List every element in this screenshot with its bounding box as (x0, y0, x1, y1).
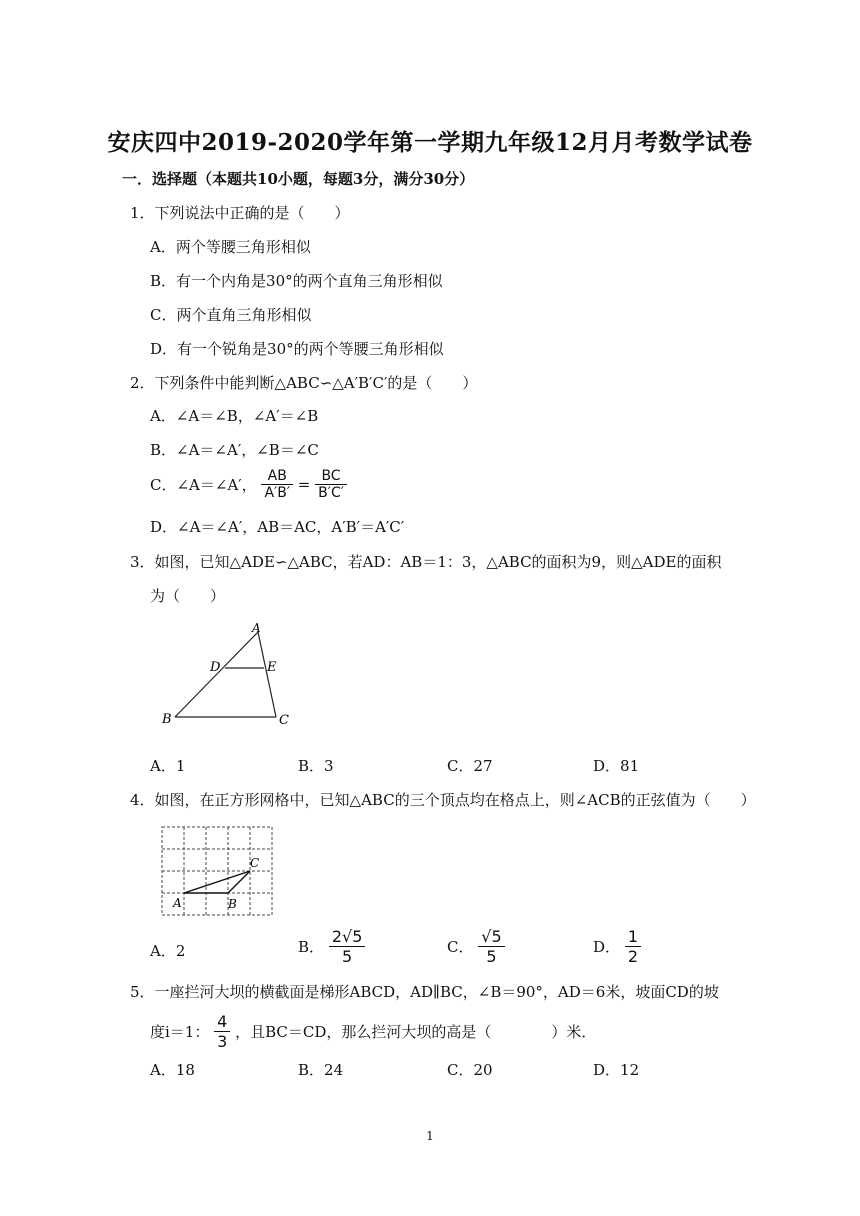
question-4-option-d (593, 927, 641, 966)
question-4-option-a: A．2 (150, 942, 186, 960)
fraction-denominator: B′C′ (318, 485, 344, 501)
question-5-option-d: D．12 (593, 1061, 640, 1079)
label-e: E (267, 660, 277, 675)
fraction-numerator: AB (261, 468, 293, 485)
question-1-option-d: D．有一个锐角是30°的两个等腰三角形相似 (150, 340, 444, 358)
question-5-option-c: C．20 (447, 1061, 493, 1079)
question-4-stem: 4．如图，在正方形网格中，已知△ABC的三个顶点均在格点上，则∠ACB的正弦值为（ ） (130, 791, 756, 809)
equals-sign: = (297, 475, 311, 494)
label-b: B (228, 897, 237, 911)
question-3-option-a: A．1 (150, 757, 186, 775)
question-2-option-a: A．∠A＝∠B，∠A′＝∠B (150, 407, 319, 425)
triangle-ade-abc-figure (155, 618, 305, 733)
option-letter: C． (447, 938, 474, 956)
question-2-option-b: B．∠A＝∠A′，∠B＝∠C (150, 441, 319, 459)
fraction-numerator: 2√5 (329, 927, 366, 947)
question-1-option-b: B．有一个内角是30°的两个直角三角形相似 (150, 272, 443, 290)
question-2-option-d: D．∠A＝∠A′，AB＝AC，A′B′＝A′C′ (150, 518, 405, 536)
slope-suffix: ，且BC＝CD，那么拦河大坝的高是（ ）米． (235, 1023, 597, 1041)
label-a: A (252, 621, 261, 635)
question-5-option-a: A．18 (150, 1061, 195, 1079)
question-2-option-c-prefix: C．∠A＝∠A′， (150, 476, 257, 494)
label-c: C (279, 713, 289, 728)
fraction-numerator: 1 (625, 927, 641, 947)
question-3-stem-line1: 3．如图，已知△ADE∽△ABC，若AD：AB＝1：3，△ABC的面积为9，则△ADE的面积 (130, 553, 722, 571)
fraction-numerator: √5 (478, 927, 504, 947)
question-5-option-b: B．24 (298, 1061, 344, 1079)
page-number: 1 (426, 1129, 434, 1143)
fraction-denominator: 3 (217, 1032, 228, 1051)
fraction-bc-over-b-prime-c-prime (315, 468, 347, 501)
question-2-stem: 2．下列条件中能判断△ABC∽△A′B′C′的是（ ） (130, 374, 478, 392)
question-2-option-c (150, 468, 347, 501)
fraction-numerator: 4 (214, 1012, 230, 1032)
fraction-denominator: 5 (486, 947, 497, 966)
square-grid-figure (158, 822, 278, 920)
fraction-root5-over-5 (478, 927, 504, 966)
question-1-option-a: A．两个等腰三角形相似 (150, 238, 311, 256)
question-3-option-d: D．81 (593, 757, 640, 775)
question-4-option-c (447, 927, 505, 966)
option-letter: D． (593, 938, 621, 956)
question-5-stem-line1: 5．一座拦河大坝的横截面是梯形ABCD，AD∥BC，∠B＝90°，AD＝6米，坡面CD的坡 (130, 983, 719, 1001)
question-1-stem: 1．下列说法中正确的是（ ） (130, 204, 350, 222)
slope-prefix: 度i＝1： (150, 1023, 210, 1041)
fraction-denominator: 2 (627, 947, 638, 966)
label-c: C (250, 856, 260, 870)
fraction-ab-over-a-prime-b-prime (261, 468, 293, 501)
label-d: D (210, 660, 221, 675)
label-b: B (162, 712, 172, 727)
question-5-stem-line2 (150, 1012, 596, 1051)
fraction-denominator: A′B′ (264, 485, 291, 501)
fraction-2-root5-over-5 (329, 927, 366, 966)
question-3-option-b: B．3 (298, 757, 334, 775)
option-letter: B． (298, 938, 325, 956)
fraction-1-over-2 (625, 927, 641, 966)
fraction-4-over-3 (214, 1012, 230, 1051)
section-heading: 一．选择题（本题共10小题，每题3分，满分30分） (122, 170, 475, 188)
question-4-option-b (298, 927, 365, 966)
page-title: 安庆四中2019-2020学年第一学期九年级12月月考数学试卷 (107, 129, 753, 156)
label-a: A (173, 896, 182, 910)
question-3-stem-line2: 为（ ） (150, 587, 226, 605)
fraction-numerator: BC (315, 468, 347, 485)
question-1-option-c: C．两个直角三角形相似 (150, 306, 312, 324)
fraction-denominator: 5 (342, 947, 353, 966)
question-3-option-c: C．27 (447, 757, 493, 775)
